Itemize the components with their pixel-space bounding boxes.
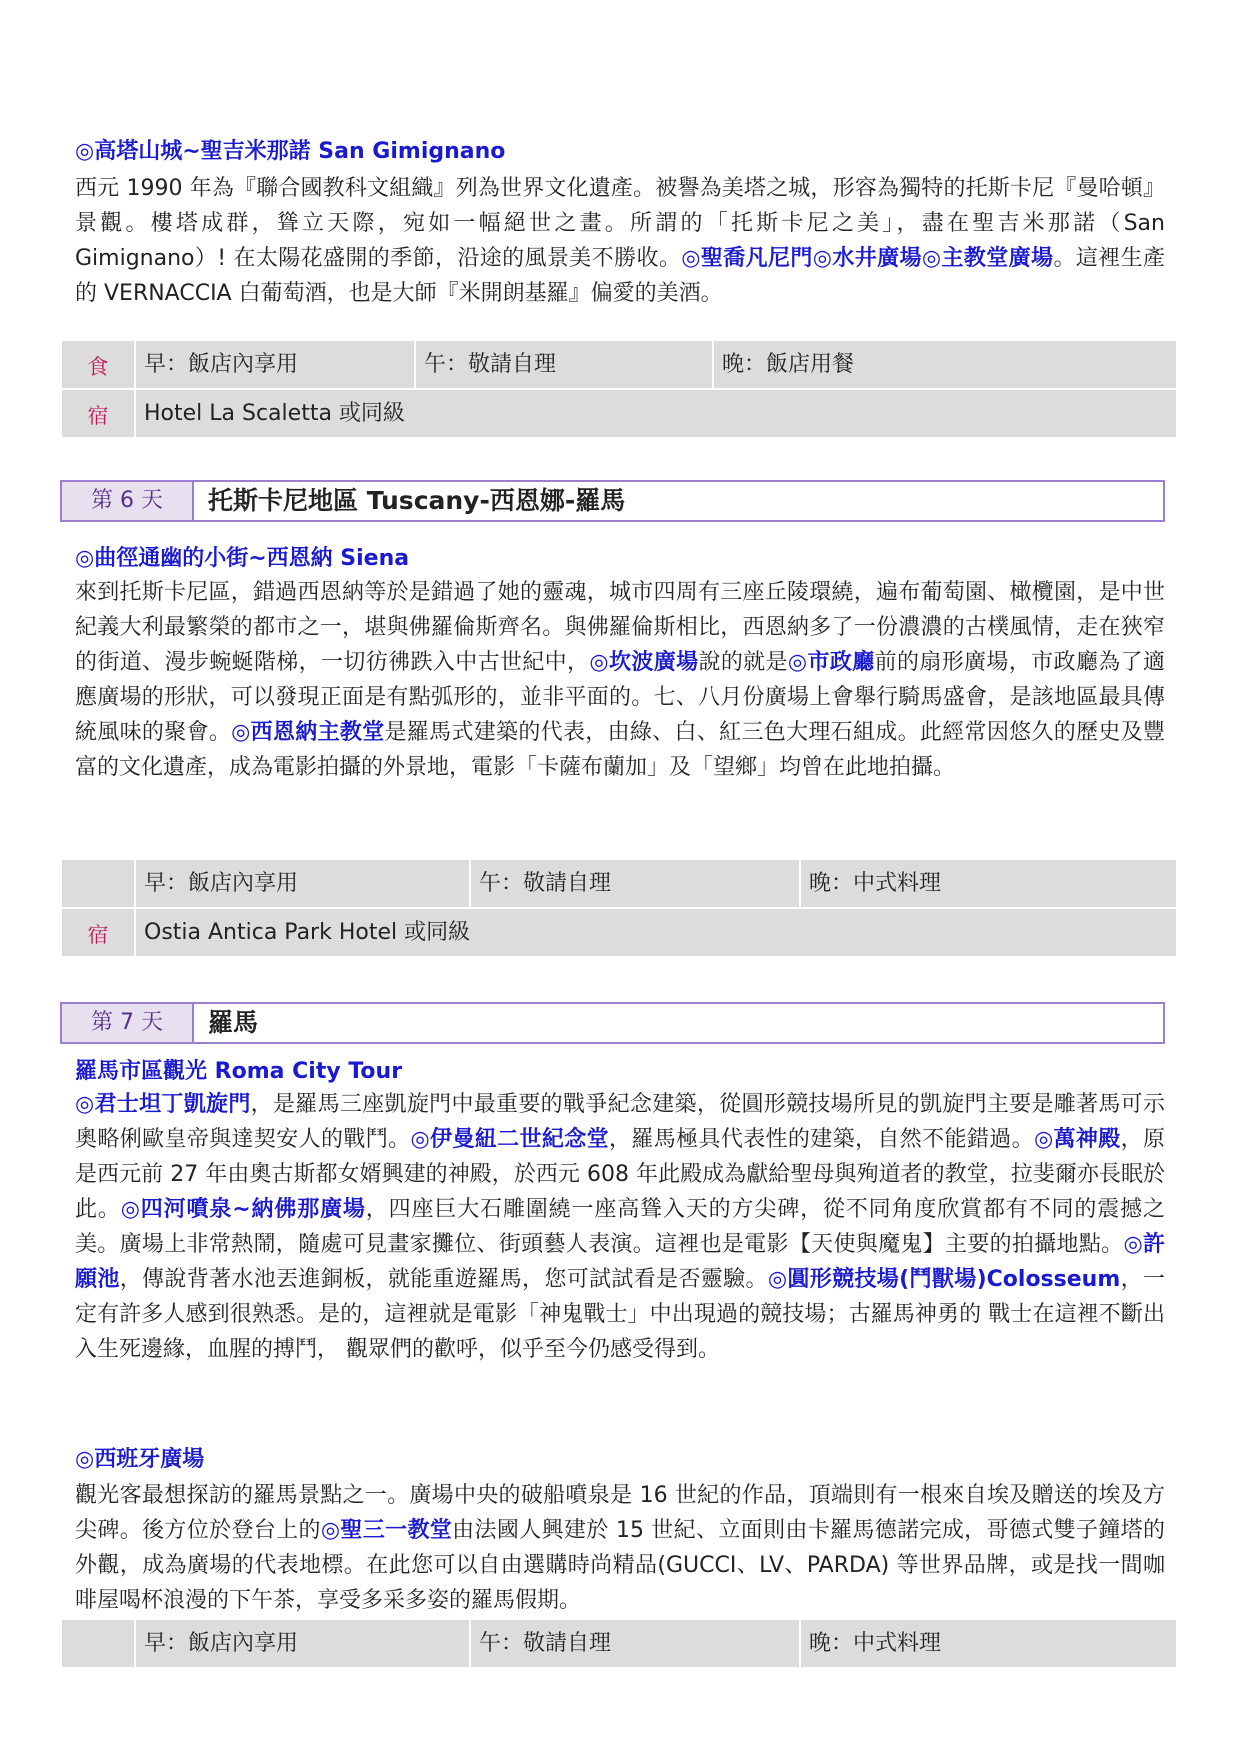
- text-run: ，原是西元前 27 年由奧古斯都女婿興建的神殿，於西元 608 年此殿成為獻給聖母與殉道者的教堂，拉斐爾亦長眠於此。: [75, 1127, 1165, 1222]
- meal-row: [62, 341, 1176, 390]
- paragraph-spanish-steps: [75, 1478, 1165, 1618]
- text-run: ，是羅馬三座凱旋門中最重要的戰爭紀念建築，從圓形競技場所見的凱旋門主要是雕著馬可示奧略俐歐皇帝與達契安人的戰鬥。: [75, 1092, 1165, 1152]
- paragraph-san-gimignano: [75, 171, 1165, 311]
- lodging-label: 宿: [87, 404, 109, 428]
- breakfast-cell: 早：飯店內享用: [134, 341, 414, 388]
- hotel-cell: Hotel La Scaletta 或同級: [134, 390, 1176, 437]
- text-run: 前的扇形廣場，市政廳為了適應廣場的形狀，可以發現正面是有點弧形的，並非平面的。七、八月份廣場上會舉行騎馬盛會，是該地區最具傳統風味的聚會。: [75, 650, 1165, 745]
- section-title-san-gimignano: ◎高塔山城~聖吉米那諾 San Gimignano: [75, 139, 506, 164]
- dinner-cell: 晚：中式料理: [799, 860, 1176, 907]
- text-run: 來到托斯卡尼區，錯過西恩納等於是錯過了她的靈魂，城市四周有三座丘陵環繞，遍布葡萄園、橄欖園，是中世紀義大利最繁榮的都市之一，堪與佛羅倫斯齊名。與佛羅倫斯相比，西恩納多了一份濃濃的古樸風情，走在狹窄的街道、漫步蜿蜒階梯，一切彷彿跌入中古世紀中，: [75, 580, 1165, 675]
- text-run: 說的就是: [698, 650, 788, 675]
- meal-table-day6: [62, 860, 1176, 956]
- lunch-cell: 午：敬請自理: [469, 1620, 799, 1667]
- text-run: 觀光客最想探訪的羅馬景點之一。廣場中央的破船噴泉是 16 世紀的作品，頂端則有一根來自埃及贈送的埃及方尖碑。後方位於登台上的: [75, 1483, 1165, 1543]
- section-title-roma-city-tour: 羅馬市區觀光 Roma City Tour: [75, 1059, 403, 1084]
- lunch-cell: 午：敬請自理: [414, 341, 712, 388]
- highlight-place-name: ◎四河噴泉~納佛那廣場: [120, 1197, 366, 1222]
- day-title: 托斯卡尼地區 Tuscany-西恩娜-羅馬: [208, 486, 626, 515]
- highlight-place-name: ◎萬神殿: [1033, 1127, 1121, 1152]
- highlight-place-name: ◎聖三一教堂: [320, 1518, 453, 1543]
- lodging-row: [62, 390, 1176, 437]
- text-run: 。這裡生產的 VERNACCIA 白葡萄酒，也是大師『米開朗基羅』偏愛的美酒。: [75, 246, 1166, 306]
- section-title-spanish-steps: ◎西班牙廣場: [75, 1447, 205, 1472]
- meal-table-day5: [62, 341, 1176, 437]
- day-number: 第 6 天: [62, 482, 194, 520]
- text-run: ，四座巨大石雕圍繞一座高聳入天的方尖碑，從不同角度欣賞都有不同的震撼之美。廣場上非常熱鬧，隨處可見畫家攤位、街頭藝人表演。這裡也是電影【天使與魔鬼】主要的拍攝地點。: [75, 1197, 1165, 1257]
- highlight-place-name: ◎君士坦丁凱旋門: [75, 1092, 251, 1117]
- highlight-place-name: ◎聖喬凡尼門◎水井廣場◎主教堂廣場: [681, 246, 1054, 271]
- day-6-header: [60, 480, 1165, 522]
- text-run: 是羅馬式建築的代表，由綠、白、紅三色大理石組成。此經常因悠久的歷史及豐富的文化遺產，成為電影拍攝的外景地，電影「卡薩布蘭加」及「望鄉」均曾在此地拍攝。: [75, 720, 1165, 780]
- meal-table-day7: [62, 1620, 1176, 1667]
- highlight-place-name: ◎伊曼紐二世紀念堂: [410, 1127, 609, 1152]
- breakfast-cell: 早：飯店內享用: [134, 860, 469, 907]
- highlight-place-name: ◎坎波廣場: [589, 650, 699, 675]
- day-title: 羅馬: [208, 1008, 259, 1037]
- highlight-place-name: ◎市政廳: [787, 650, 875, 675]
- text-run: ，傳說背著水池丟進銅板，就能重遊羅馬，您可試試看是否靈驗。: [119, 1267, 768, 1292]
- day-number: 第 7 天: [62, 1004, 194, 1042]
- section-title-siena: ◎曲徑通幽的小街~西恩納 Siena: [75, 546, 410, 571]
- highlight-place-name: ◎圓形競技場(鬥獸場)Colosseum: [767, 1267, 1121, 1292]
- food-label: 食: [87, 355, 109, 379]
- hotel-cell: Ostia Antica Park Hotel 或同級: [134, 909, 1176, 956]
- food-label: [62, 1620, 134, 1667]
- text-run: ，一定有許多人感到很熟悉。是的，這裡就是電影「神鬼戰士」中出現過的競技場；古羅馬神勇的 戰士在這裡不斷出入生死邊緣，血腥的搏鬥， 觀眾們的歡呼，似乎至今仍感受得到。: [75, 1267, 1165, 1362]
- text-run: 西元 1990 年為『聯合國教科文組織』列為世界文化遺產。被譽為美塔之城，形容為獨特的托斯卡尼『曼哈頓』景觀。樓塔成群，聳立天際，宛如一幅絕世之畫。所謂的「托斯卡尼之美」，盡在聖吉米那諾（San Gimignano）! 在太陽花盛開的季節，沿途的風景美不勝收。: [75, 176, 1165, 271]
- lodging-row: [62, 909, 1176, 956]
- dinner-cell: 晚：飯店用餐: [712, 341, 1176, 388]
- text-run: ，羅馬極具代表性的建築，自然不能錯過。: [609, 1127, 1034, 1152]
- text-run: 由法國人興建於 15 世紀、立面則由卡羅馬德諾完成，哥德式雙子鐘塔的外觀，成為廣場的代表地標。在此您可以自由選購時尚精品(GUCCI、LV、PARDA) 等世界品牌，或是找一間咖啡屋喝杯浪漫的下午茶，享受多采多姿的羅馬假期。: [75, 1518, 1165, 1613]
- lunch-cell: 午：敬請自理: [469, 860, 799, 907]
- dinner-cell: 晚：中式料理: [799, 1620, 1176, 1667]
- meal-row: [62, 1620, 1176, 1667]
- meal-row: [62, 860, 1176, 909]
- highlight-place-name: ◎西恩納主教堂: [231, 720, 385, 745]
- food-label: [62, 860, 134, 907]
- day-7-header: [60, 1002, 1165, 1044]
- lodging-label: 宿: [87, 923, 109, 947]
- highlight-place-name: ◎許願池: [75, 1232, 1165, 1292]
- paragraph-siena: [75, 575, 1165, 785]
- paragraph-roma: [75, 1087, 1165, 1367]
- breakfast-cell: 早：飯店內享用: [134, 1620, 469, 1667]
